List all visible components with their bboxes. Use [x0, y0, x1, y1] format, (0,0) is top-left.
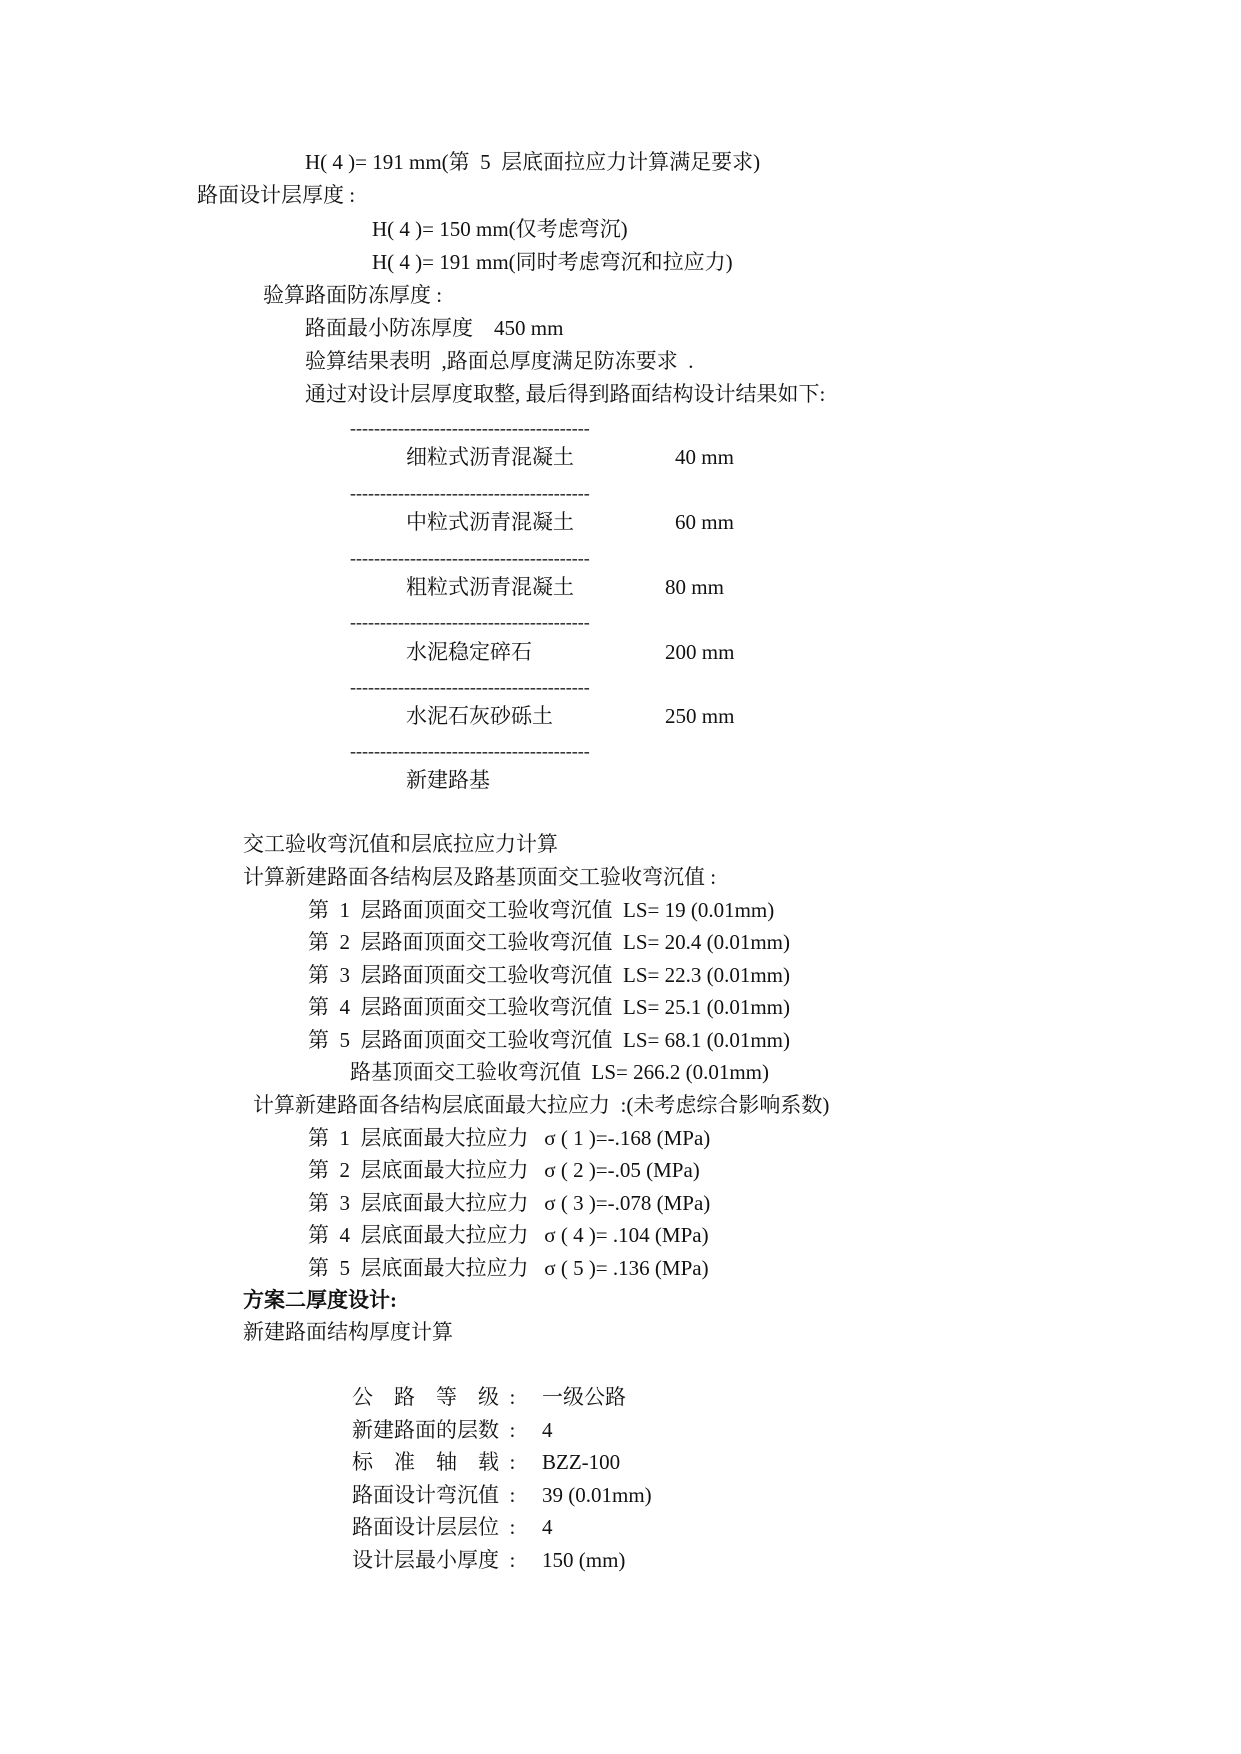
param-label: 设计层最小厚度 :	[352, 1548, 516, 1572]
deflection-line: 第 1 层路面顶面交工验收弯沉值 LS= 19 (0.01mm)	[308, 898, 775, 922]
scheme2-subtitle: 新建路面结构厚度计算	[243, 1320, 453, 1344]
layer-name: 细粒式沥青混凝土	[406, 445, 574, 469]
separator-line: ----------------------------------------	[350, 418, 590, 438]
param-label: 公 路 等 级 :	[352, 1385, 516, 1409]
param-label: 标 准 轴 载 :	[352, 1450, 516, 1474]
layer-name: 水泥稳定碎石	[406, 640, 532, 664]
separator-line: ----------------------------------------	[350, 741, 590, 761]
deflection-title: 计算新建路面各结构层及路基顶面交工验收弯沉值 :	[243, 865, 717, 889]
param-value: 150 (mm)	[542, 1548, 626, 1572]
frost-check-label: 验算路面防冻厚度 :	[263, 283, 443, 307]
deflection-line: 第 3 层路面顶面交工验收弯沉值 LS= 22.3 (0.01mm)	[308, 963, 791, 987]
stress-line: 第 2 层底面最大拉应力 σ ( 2 )=-.05 (MPa)	[308, 1158, 700, 1182]
frost-result-line: 验算结果表明 ,路面总厚度满足防冻要求 .	[305, 349, 694, 373]
param-value: 4	[542, 1418, 553, 1442]
deflection-line: 第 2 层路面顶面交工验收弯沉值 LS= 20.4 (0.01mm)	[308, 930, 791, 954]
stress-title: 计算新建路面各结构层底面最大拉应力 :(未考虑综合影响系数)	[253, 1093, 830, 1117]
stress-line: 第 1 层底面最大拉应力 σ ( 1 )=-.168 (MPa)	[308, 1126, 711, 1150]
stress-line: 第 4 层底面最大拉应力 σ ( 4 )= .104 (MPa)	[308, 1223, 709, 1247]
param-label: 路面设计弯沉值 :	[352, 1483, 516, 1507]
param-value: BZZ-100	[542, 1450, 621, 1474]
separator-line: ----------------------------------------	[350, 548, 590, 568]
layer-thickness: 200 mm	[665, 640, 735, 664]
param-label: 新建路面的层数 :	[352, 1418, 516, 1442]
frost-min-line: 路面最小防冻厚度 450 mm	[305, 316, 564, 340]
design-thickness-label: 路面设计层厚度 :	[197, 183, 356, 207]
subgrade-deflection-line: 路基顶面交工验收弯沉值 LS= 266.2 (0.01mm)	[350, 1060, 770, 1084]
separator-line: ----------------------------------------	[350, 483, 590, 503]
deflection-line: 第 5 层路面顶面交工验收弯沉值 LS= 68.1 (0.01mm)	[308, 1028, 791, 1052]
h4-both-line: H( 4 )= 191 mm(同时考虑弯沉和拉应力)	[372, 250, 733, 274]
scheme2-title: 方案二厚度设计:	[243, 1288, 397, 1312]
param-value: 一级公路	[542, 1385, 626, 1409]
layer-thickness: 250 mm	[665, 704, 735, 728]
layer-name: 粗粒式沥青混凝土	[406, 575, 574, 599]
separator-line: ----------------------------------------	[350, 612, 590, 632]
param-value: 4	[542, 1515, 553, 1539]
stress-line: 第 5 层底面最大拉应力 σ ( 5 )= .136 (MPa)	[308, 1256, 709, 1280]
layer-thickness: 60 mm	[675, 510, 734, 534]
h4-deflection-only-line: H( 4 )= 150 mm(仅考虑弯沉)	[372, 217, 628, 241]
param-value: 39 (0.01mm)	[542, 1483, 652, 1507]
layer-name: 中粒式沥青混凝土	[406, 510, 574, 534]
layer-thickness: 40 mm	[675, 445, 734, 469]
stress-line: 第 3 层底面最大拉应力 σ ( 3 )=-.078 (MPa)	[308, 1191, 711, 1215]
layer-thickness: 80 mm	[665, 575, 724, 599]
separator-line: ----------------------------------------	[350, 677, 590, 697]
acceptance-title: 交工验收弯沉值和层底拉应力计算	[243, 832, 558, 856]
layer-name: 水泥石灰砂砾土	[406, 704, 553, 728]
subgrade-label: 新建路基	[406, 768, 490, 792]
param-label: 路面设计层层位 :	[352, 1515, 516, 1539]
rounding-note-line: 通过对设计层厚度取整, 最后得到路面结构设计结果如下:	[305, 382, 826, 406]
deflection-line: 第 4 层路面顶面交工验收弯沉值 LS= 25.1 (0.01mm)	[308, 995, 791, 1019]
h4-result-line: H( 4 )= 191 mm(第 5 层底面拉应力计算满足要求)	[305, 150, 761, 174]
